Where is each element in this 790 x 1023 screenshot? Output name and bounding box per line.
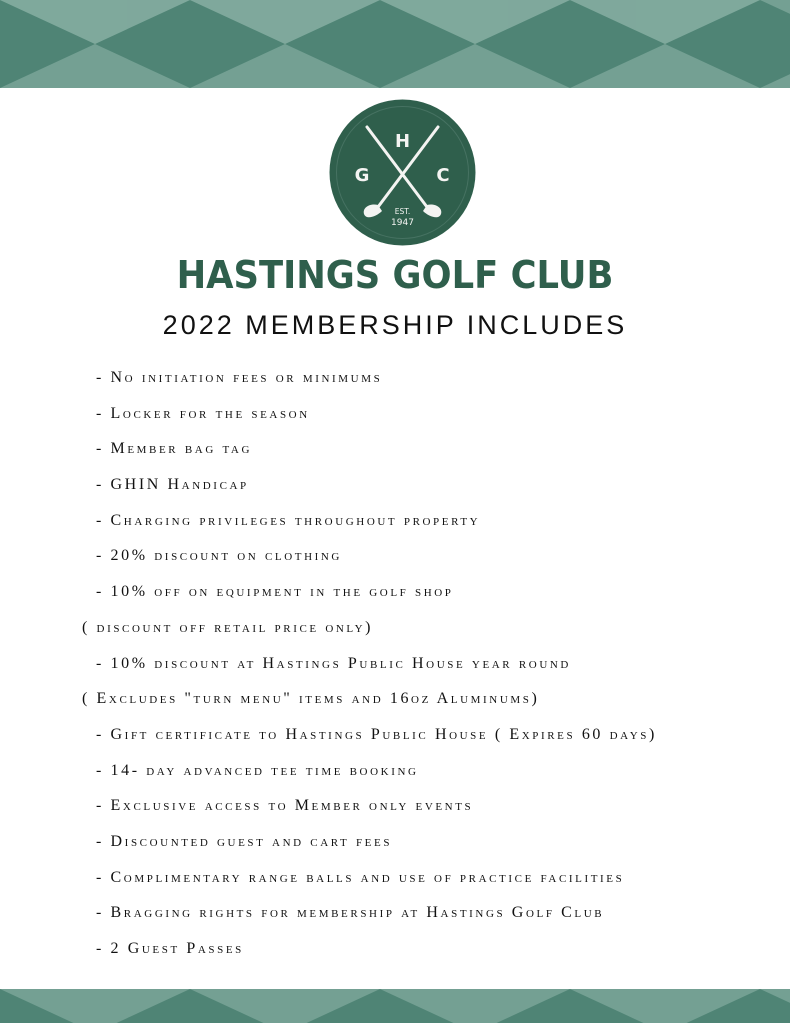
benefits-list bbox=[82, 366, 776, 973]
list-item: - 10% off on equipment in the golf shop bbox=[96, 583, 454, 601]
page-title: HASTINGS GOLF CLUB bbox=[176, 253, 614, 297]
list-item-continuation: ( Excludes "turn menu" items and 16oz Aluminums) bbox=[82, 690, 540, 708]
list-item: - No initiation fees or minimums bbox=[96, 369, 383, 386]
list-item: - GHIN Handicap bbox=[96, 476, 249, 494]
list-item: - Locker for the season bbox=[96, 404, 310, 422]
logo-letter-g: G bbox=[354, 165, 370, 186]
list-item: - 10% discount at Hastings Public House year round bbox=[96, 654, 571, 672]
list-item: - Exclusive access to Member only events bbox=[96, 797, 474, 815]
list-item: - Complimentary range balls and use of practice facilities bbox=[96, 868, 625, 886]
list-item: - Discounted guest and cart fees bbox=[96, 832, 393, 850]
list-item-continuation: ( discount off retail price only) bbox=[82, 618, 374, 636]
list-item: - 20% discount on clothing bbox=[96, 547, 342, 565]
list-item: - Member bag tag bbox=[96, 440, 252, 458]
logo-letter-h: H bbox=[394, 131, 411, 152]
page-subtitle: 2022 MEMBERSHIP INCLUDES bbox=[162, 310, 628, 340]
list-item: - 14- day advanced tee time booking bbox=[96, 761, 419, 779]
top-argyle-band bbox=[0, 0, 790, 88]
club-logo bbox=[329, 99, 476, 246]
list-item: - 2 Guest Passes bbox=[96, 940, 244, 957]
list-item: - Gift certificate to Hastings Public House ( Expires 60 days) bbox=[96, 725, 657, 743]
logo-est-year: 1947 bbox=[391, 218, 414, 228]
list-item: - Charging privileges throughout property bbox=[96, 511, 481, 529]
logo-est-label: EST. bbox=[394, 207, 411, 216]
list-item: - Bragging rights for membership at Hastings Golf Club bbox=[96, 904, 605, 922]
bottom-argyle-band bbox=[0, 989, 790, 1023]
logo-letter-c: C bbox=[436, 165, 450, 186]
